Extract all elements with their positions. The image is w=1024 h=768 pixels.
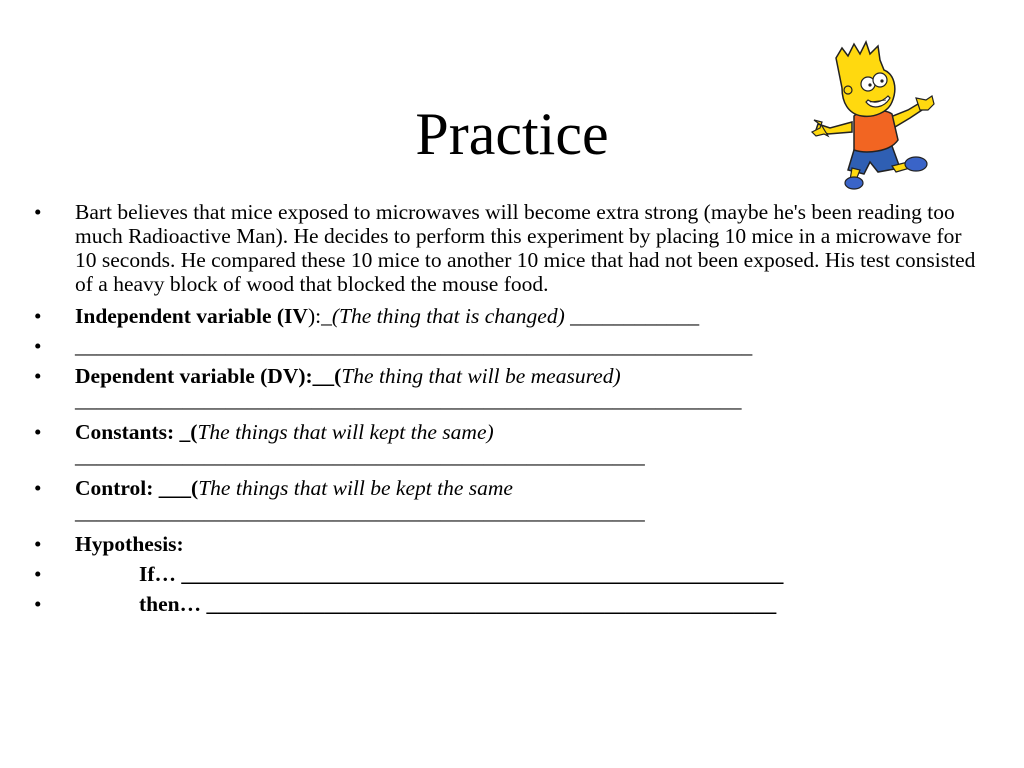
bullet-hypothesis-if (34, 562, 984, 586)
character-left-shoe (845, 177, 863, 189)
character-right-hand (916, 96, 934, 110)
bullet-constants (34, 420, 984, 468)
character-shirt (854, 110, 898, 151)
bullet-marker: • (34, 364, 42, 388)
blank-answer-line: _______________________________________________________________ (75, 334, 753, 358)
dv-blank-line: ______________________________________________________________ (75, 388, 742, 412)
cartoon-character-icon (808, 40, 940, 190)
constants-hint: The things that will kept the same) (197, 420, 494, 444)
bullet-hypothesis-then (34, 592, 984, 616)
bullet-marker: • (34, 562, 42, 586)
iv-blank-start: _ (321, 304, 332, 328)
hypothesis-label: Hypothesis: (75, 532, 184, 556)
character-eye-right (873, 73, 887, 87)
slide-title: Practice (415, 101, 609, 167)
bullet-marker: • (34, 420, 42, 444)
dv-hint: The thing that will be measured) (341, 364, 621, 388)
hypothesis-then-line: then… _____________________________________________________ (139, 592, 777, 616)
constants-label: Constants: _( (75, 420, 198, 444)
story-text: Bart believes that mice exposed to microwaves will become extra strong (maybe he's been reading too much Radioactive Man). He decides to perform this experiment by placing 10 mice in a microwave for 10 seconds. He compared these 10 mice to another 10 mice that had not been exposed. His test consisted of a heavy block of wood that blocked the mouse food. (75, 200, 976, 296)
iv-paren-colon: ): (307, 304, 322, 328)
bullet-story (34, 200, 984, 296)
character-right-shoe (905, 157, 927, 171)
control-label: Control: ___( (75, 476, 199, 500)
bullet-marker: • (34, 532, 42, 556)
hypothesis-if-line: If… ________________________________________________________ (139, 562, 784, 586)
iv-blank-end: ____________ (564, 304, 700, 328)
control-hint: The things that will be kept the same (198, 476, 513, 500)
bullet-marker: • (34, 334, 42, 358)
iv-hint: (The thing that is changed) (331, 304, 565, 328)
bullet-hypothesis (34, 532, 984, 556)
bullet-blank-line (34, 334, 984, 358)
bullet-marker: • (34, 304, 42, 328)
bullet-control (34, 476, 984, 524)
bullet-marker: • (34, 200, 42, 224)
iv-label: Independent variable (IV (75, 304, 308, 328)
constants-blank-line: _____________________________________________________ (75, 444, 645, 468)
bullet-dependent-variable (34, 364, 984, 412)
bullet-marker: • (34, 476, 42, 500)
dv-label: Dependent variable (DV):__( (75, 364, 342, 388)
bullet-independent-variable (34, 304, 984, 328)
bullet-marker: • (34, 592, 42, 616)
control-blank-line: _____________________________________________________ (75, 500, 645, 524)
character-ear (844, 86, 852, 94)
bullet-list (34, 200, 984, 616)
